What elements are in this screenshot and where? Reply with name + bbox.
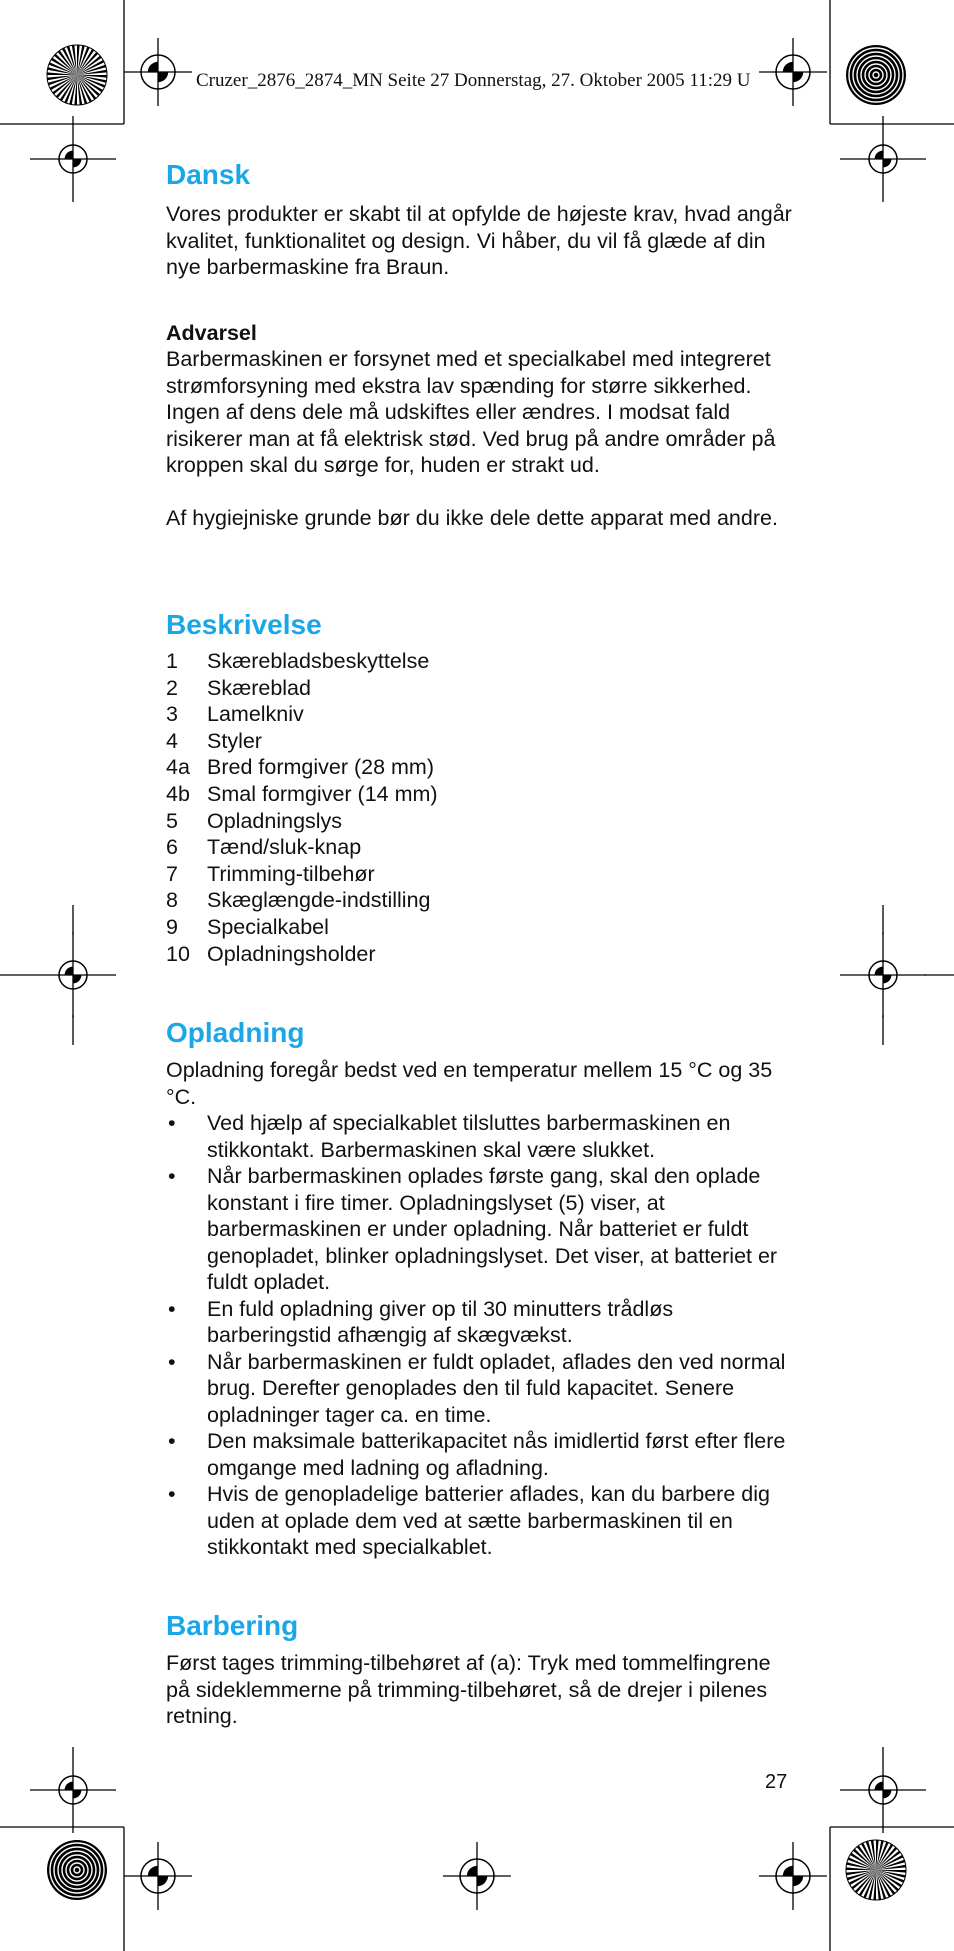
part-number: 1 <box>166 649 178 673</box>
list-item <box>166 728 438 755</box>
part-label: Skærebladsbeskyttelse <box>207 649 430 673</box>
section-title-opladning: Opladning <box>166 1017 305 1048</box>
section-title-dansk: Dansk <box>166 159 251 190</box>
intro-paragraph: Vores produkter er skabt til at opfylde de højeste krav, hvad angår kvalitet, funktionalitet og design. Vi håber, du vil få glæde af din nye barbermaskine fra Braun. <box>166 202 792 279</box>
part-number: 7 <box>166 861 178 886</box>
section-title-barbering: Barbering <box>166 1610 299 1641</box>
ring-target-icon <box>846 45 906 105</box>
part-number: 6 <box>166 835 178 860</box>
part-number: 8 <box>166 888 178 913</box>
list-item <box>166 834 438 861</box>
bullet-mark: • <box>168 1111 176 1135</box>
shaving-paragraph: Først tages trimming-tilbehøret af (a): Tryk med tommelfingrene på sideklemmerne på trimming-tilbehøret, så de drejer i pilenes retning. <box>166 1651 771 1728</box>
part-number: 5 <box>166 808 178 833</box>
charging-intro: Opladning foregår bedst ved en temperatur mellem 15 °C og 35 °C. <box>166 1058 773 1109</box>
bullet-mark: • <box>168 1296 176 1321</box>
section-title-beskrivelse: Beskrivelse <box>166 609 322 640</box>
bullet-text: Når barbermaskinen er fuldt opladet, aflades den ved normal brug. Derefter genoplades den til fuld kapacitet. Senere opladninger tager ca. en time. <box>207 1349 786 1427</box>
list-item <box>166 887 438 914</box>
part-label: Skæglængde-indstilling <box>207 888 431 913</box>
list-item <box>166 648 438 675</box>
bullet-text: Ved hjælp af specialkablet tilsluttes barbermaskinen en stikkontakt. Barbermaskinen skal være slukket. <box>207 1111 731 1162</box>
bullet-mark: • <box>168 1482 176 1506</box>
list-item <box>166 1110 796 1163</box>
part-label: Bred formgiver (28 mm) <box>207 755 434 780</box>
part-label: Styler <box>207 728 262 753</box>
list-item <box>166 861 438 888</box>
part-label: Tænd/sluk-knap <box>207 835 362 860</box>
part-number: 3 <box>166 702 178 727</box>
list-item <box>166 701 438 728</box>
list-item <box>166 1428 796 1481</box>
bullet-mark: • <box>168 1349 176 1374</box>
list-item <box>166 675 438 702</box>
list-item <box>166 941 438 968</box>
list-item <box>166 914 438 941</box>
bullet-mark: • <box>168 1429 176 1453</box>
list-item <box>166 1163 796 1296</box>
bullet-text: Når barbermaskinen oplades første gang, skal den oplade konstant i fire timer. Opladningslyset (5) viser, at barbermaskinen er under opladning. Når batteriet er fuldt genopladet, blinker opladningslyset. Det viser, at batteriet er fuldt opladet. <box>207 1164 778 1294</box>
page-number: 27 <box>765 1771 788 1793</box>
bullet-text: Hvis de genopladelige batterier aflades, kan du barbere dig uden at oplade dem ved at sætte barbermaskinen til en stikkontakt med specialkablet. <box>207 1482 770 1559</box>
warning-paragraph: Barbermaskinen er forsynet med et specialkabel med integreret strømforsyning med ekstra lav spænding for større sikkerhed. Ingen af dens dele må udskiftes eller ændres. I modsat fald risikerer man at få elektrisk stød. Ved brug på andre områder på kroppen skal du sørge for, huden er strakt ud. <box>166 347 776 477</box>
part-label: Specialkabel <box>207 914 329 939</box>
ring-target-icon <box>47 1840 107 1900</box>
part-number: 9 <box>166 914 178 939</box>
part-label: Trimming-tilbehør <box>207 861 375 886</box>
part-number: 4a <box>166 755 190 780</box>
part-number: 4 <box>166 728 178 753</box>
parts-list <box>166 648 438 967</box>
part-label: Lamelkniv <box>207 702 304 727</box>
part-label: Opladningslys <box>207 808 343 833</box>
bullet-text: Den maksimale batterikapacitet nås imidlertid først efter flere omgange med ladning og afladning. <box>207 1429 786 1480</box>
warning-heading: Advarsel <box>166 321 257 345</box>
list-item <box>166 1296 796 1349</box>
print-slug-line: Cruzer_2876_2874_MN Seite 27 Donnerstag, 27. Oktober 2005 11:29 U <box>196 70 751 91</box>
bullet-mark: • <box>168 1164 176 1188</box>
part-label: Smal formgiver (14 mm) <box>207 781 438 806</box>
list-item <box>166 808 438 835</box>
part-number: 4b <box>166 781 190 806</box>
part-label: Opladningsholder <box>207 941 376 966</box>
part-label: Skæreblad <box>207 675 311 700</box>
bullet-text: En fuld opladning giver op til 30 minutters trådløs barberingstid afhængig af skægvækst. <box>207 1296 674 1347</box>
list-item <box>166 1481 796 1561</box>
charging-bullets <box>166 1110 796 1561</box>
list-item <box>166 1349 796 1429</box>
list-item <box>166 754 438 781</box>
part-number: 10 <box>166 941 190 966</box>
hygiene-paragraph: Af hygiejniske grunde bør du ikke dele dette apparat med andre. <box>166 506 778 530</box>
part-number: 2 <box>166 675 178 700</box>
list-item <box>166 781 438 808</box>
